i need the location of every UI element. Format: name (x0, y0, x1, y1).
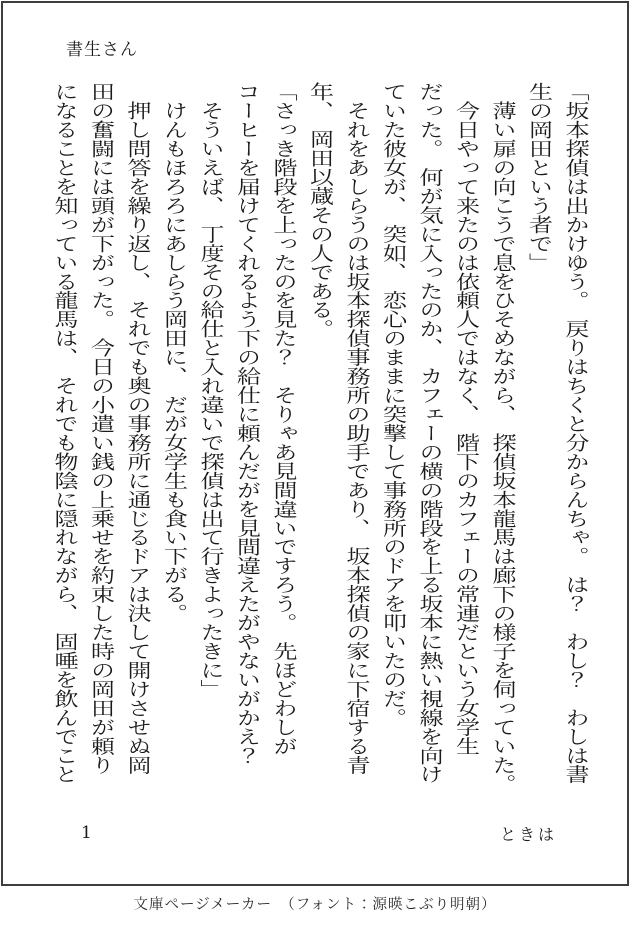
text-line: 年、 岡田以蔵その人である。 (305, 82, 334, 338)
footer-credit: 文庫ページメーカー （フォント：源暎こぶり明朝） (133, 897, 497, 913)
text-line: けんもほろろにあしらう岡田に、 だが女学生も食い下がる。 (159, 82, 188, 623)
author-name: ときは (500, 825, 558, 844)
text-line: ていた彼女が、 突如、 恋心のままに突撃して事務所のドアを叩いたのだ。 (378, 82, 407, 727)
text-line: 田の奮闘には頭が下がった。 今日の小遣い銭の上乗せを約束した時の岡田が頼り (86, 82, 115, 775)
text-line: 「さっき階段を上ったのを見た？ そりゃあ見間違いですろう。 先ほどわしが (269, 82, 297, 756)
text-line: 「坂本探偵は出かけゆう。 戻りはちくと分からんちゃ。 は？ わし？ わしは書 (561, 82, 589, 784)
text-line: 薄い扉の向こうで息をひそめながら、 探偵坂本龍馬は廊下の様子を伺っていた。 (488, 82, 516, 793)
text-line: 生の岡田という者で」 (524, 82, 553, 272)
text-line: それをあしらうのは坂本探偵事務所の助手であり、 坂本探偵の家に下宿する青 (342, 82, 370, 775)
text-line: だった。 何が気に入ったのか、 カフェーの横の階段を上る坂本に熱い視線を向け (415, 82, 443, 784)
text-line: コーヒーを届けてくれるよう下の給仕に頼んだがを見間違えたがやないがかえ？ (232, 82, 261, 765)
running-header-title: 書生さん (66, 40, 138, 60)
page-number: 1 (81, 823, 92, 843)
text-line: 押し問答を繰り返し、 それでも奥の事務所に通じるドアは決して開けさせぬ岡 (123, 82, 151, 775)
body-text-vertical (46, 82, 594, 825)
text-line: になることを知っている龍馬は、 それでも物陰に隠れながら、 固唾を飲んでこと (50, 82, 78, 784)
text-line: 今日やって来たのは依頼人ではなく、 階下のカフェーの常連だという女学生 (451, 82, 480, 756)
text-line: そういえば、 丁度その給仕と入れ違いで探偵は出て行きよったきに」 (196, 82, 224, 699)
